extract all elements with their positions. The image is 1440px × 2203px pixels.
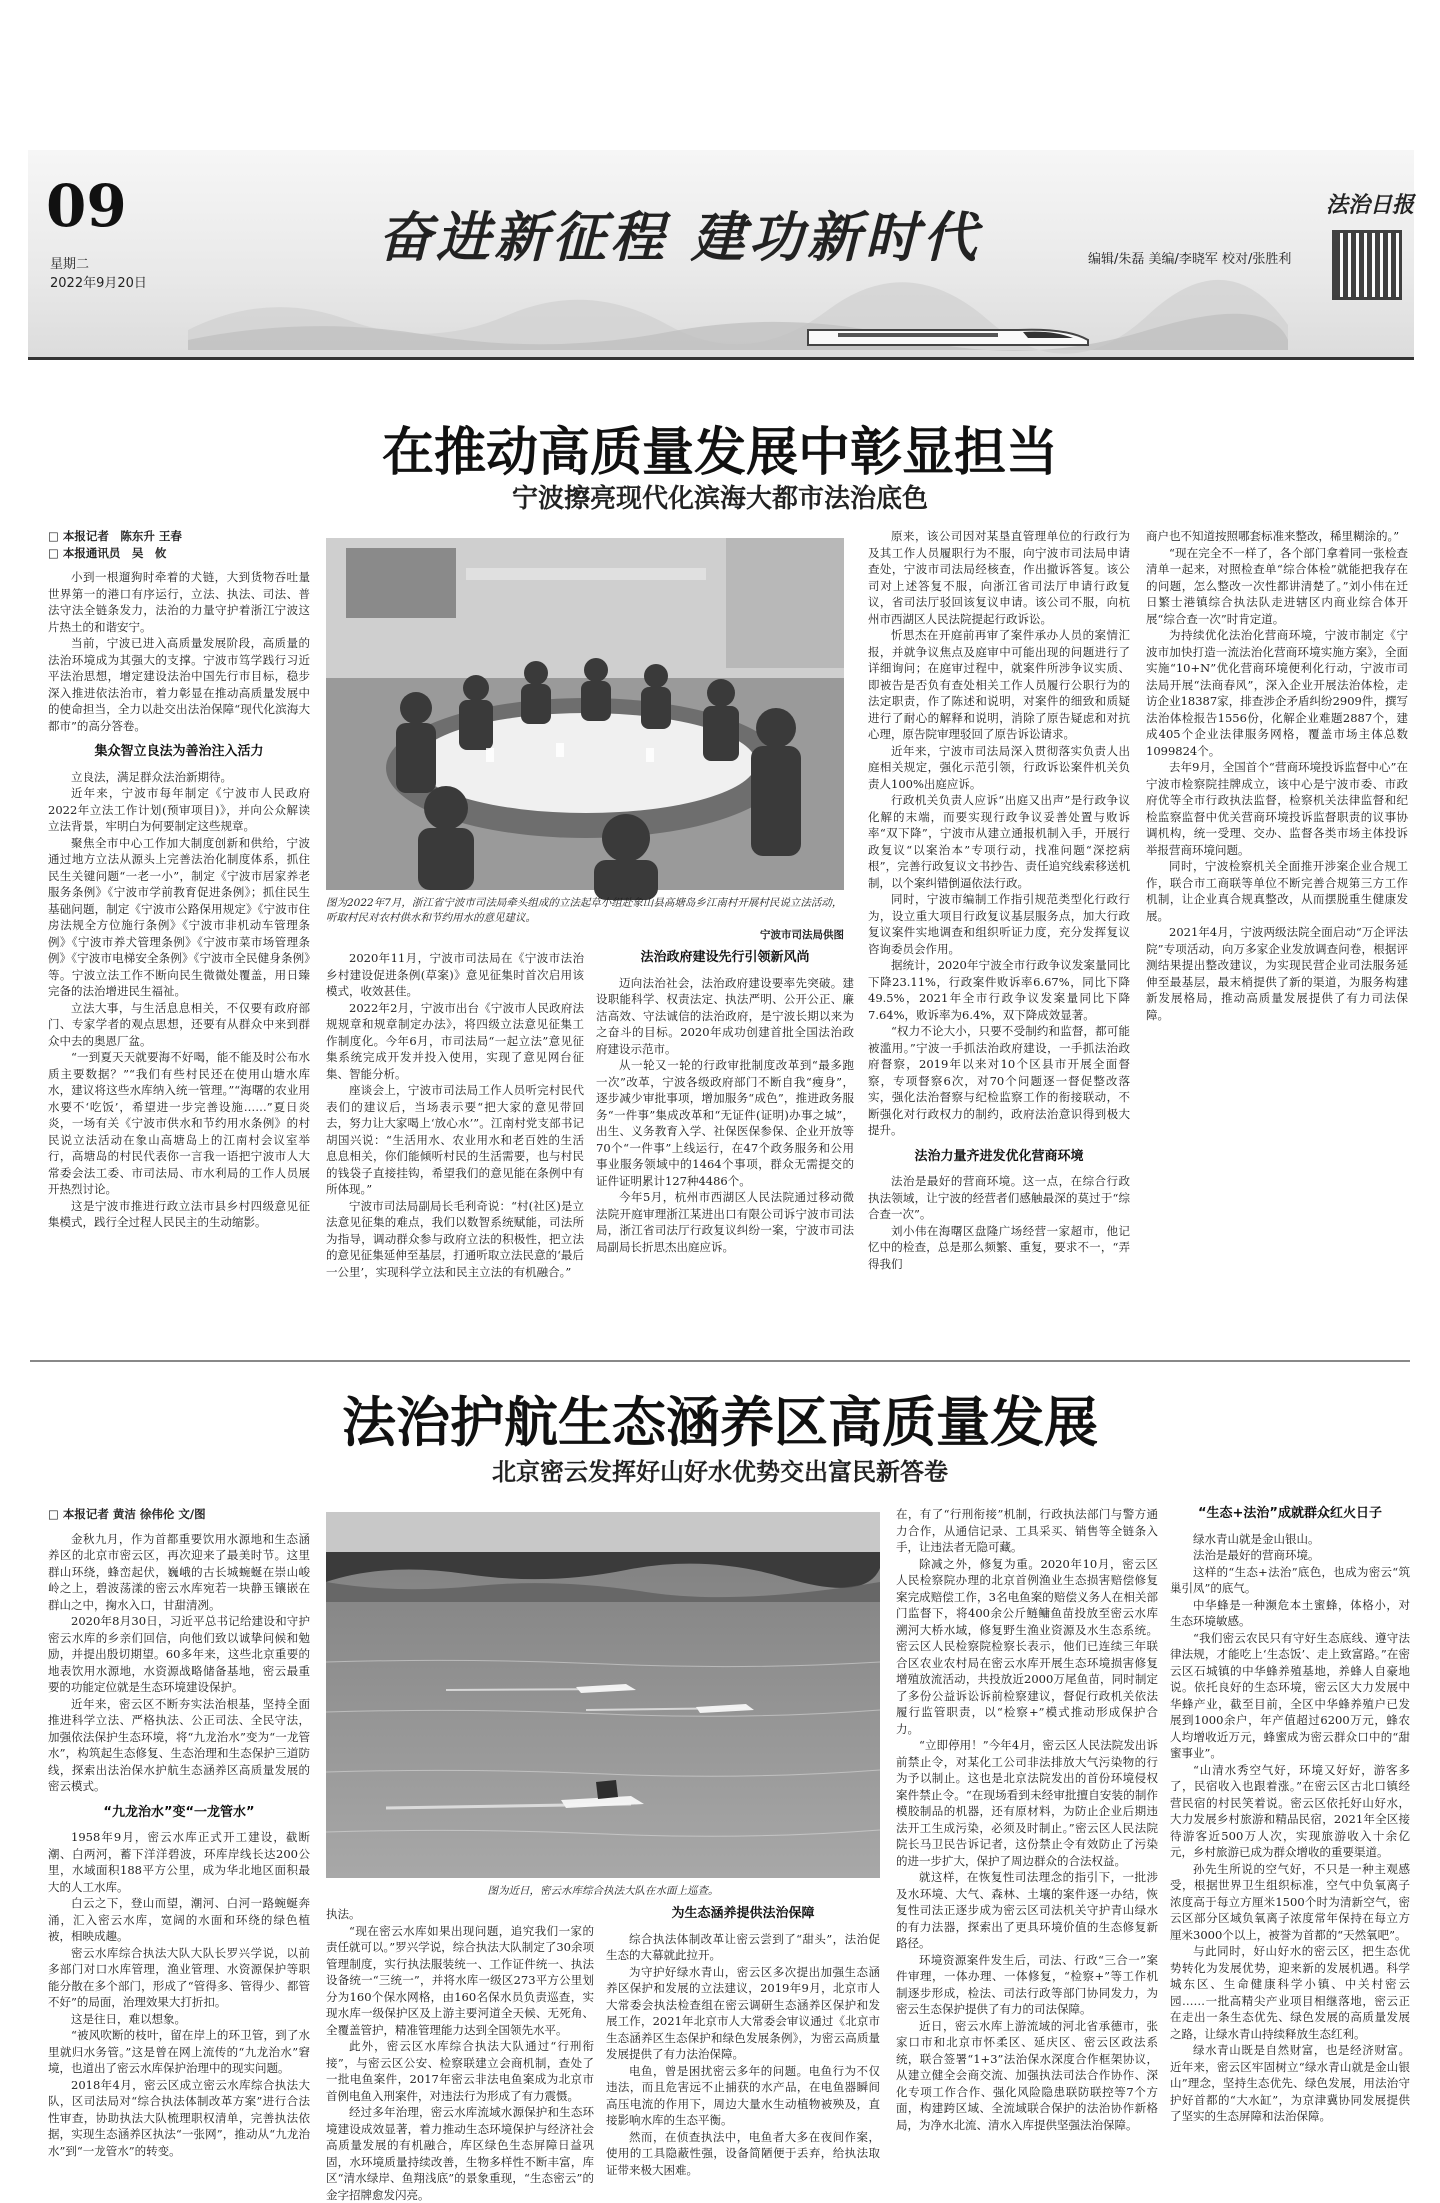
weekday: 星期二 [50, 257, 90, 272]
paragraph: 这样的“生态+法治”底色，也成为密云“筑巢引凤”的底气。 [1170, 1564, 1410, 1595]
paragraph: 去年9月，全国首个“营商环境投诉监督中心”在宁波市检察院挂牌成立，该中心是宁波市委、市政府优等全市行政执法监督，检察机关法律监督和纪检监察监督中优关营商环境投诉监督职责的议事协调机构，统一受理、交办、监督各类市场主体投诉举报营商环境问题。 [1146, 760, 1408, 857]
article1-subhead: 宁波擦亮现代化滨海大都市法治底色 [511, 484, 928, 514]
paragraph: “现在完全不一样了，各个部门拿着同一张检查清单一起来，对照检查单“综合体检”就能把我存在的问题，怎么整改一次性都讲清楚了。”刘小伟在迁日繁士港镇综合执法队走进辖区内商业综合体开展“综合查一次”时肯定道。 [1146, 545, 1408, 626]
paragraph: 座谈会上，宁波市司法局工作人员听完村民代表们的建议后，当场表示要“把大家的意见带回去，努力让大家喝上‘放心水’”。江南村党支部书记胡国兴说：“生活用水、农业用水和老百姓的生活息息相关，你们能倾听村民的生活需要，也与村民的钱袋子直接挂钩，希望我们的意见能在条例中有所体现。” [326, 1083, 584, 1196]
editor-credits: 编辑/朱磊 美编/李晓军 校对/张胜利 [1088, 252, 1292, 267]
section-heading: “九龙治水”变“一龙管水” [103, 1804, 255, 1820]
paragraph: 为守护好绿水青山，密云区多次提出加强生态涵养区保护和发展的立法建议，2019年9月，北京市人大常委会执法检查组在密云调研生态涵养区保护和发展工作，2021年北京市人大常委会审议通过《北京市生态涵养区生态保护和绿色发展条例》，为密云高质量发展提供了有力法治保障。 [606, 1964, 880, 2061]
photo-caption: 图为近日，密云水库综合执法大队在水面上巡查。 [487, 1885, 719, 1897]
paragraph: 环境资源案件发生后，司法、行政“三合一”案件审理，一体办理、一体修复，“检察+”等工作机制逐步形成，检法、司法行政等部门协同发力，为密云生态保护提供了有力的司法保障。 [896, 1952, 1158, 2016]
section-heading: 法治力量齐进发优化营商环境 [914, 1148, 1084, 1164]
newspaper-logo: 法治日报 [1326, 192, 1415, 218]
paragraph: “一到夏天天就要海不好喝，能不能及时公布水质主要数据？”“我们有些村民还在使用山塘水库水，建议将这些水库纳入统一管理。”“海曙的农业用水要不‘吃饭’，希望进一步完善设施……”夏日炎炎，一场有关《宁波市供水和节约用水条例》的村民说立法活动在象山高塘岛上的江南村会议室举行，高塘岛的村民代表你一言我一语把宁波市人大常委会法工委、市司法局、市水利局的工作人员展开热烈讨论。 [48, 1050, 310, 1196]
paragraph: 绿水青山就是金山银山。 [1193, 1531, 1320, 1546]
article1-column-1 [48, 528, 310, 1340]
paragraph: 法治是最好的营商环境。这一点，在综合行政执法领域，让宁波的经营者们感触最深的莫过于“综合查一次”。 [868, 1174, 1130, 1221]
paragraph: 同时，宁波检察机关全面推开涉案企业合规工作，联合市工商联等单位不断完善合规第三方工作机制，让企业真合规真整改，从而摆脱重生健康发展。 [1146, 859, 1408, 923]
paragraph: 近日，密云水库上游流域的河北省承德市，张家口市和北京市怀柔区、延庆区、密云区政法系统，联合签署“1+3”法治保水深度合作框架协议，从建立健全会商交流、加强执法司法合作协作、深化专项工作合作、强化风险隐患联防联控等7个方面，构建跨区域、全流域联合保护的法治协作新格局，为净水北流、清水入库提供坚强法治保障。 [896, 2018, 1158, 2132]
section-divider [30, 1360, 1410, 1362]
section-heading: 法治政府建设先行引领新风尚 [640, 950, 810, 965]
photo-caption: 图为2022年7月，浙江省宁波市司法局牵头组成的立法起草小组赴象山县高塘岛乡江南村开展村民说立法活动，听取村民对农村供水和节约用水的意见建议。 [326, 897, 843, 924]
paragraph: 1958年9月，密云水库正式开工建设，截断潮、白两河，蓄下洋洋碧波，环库岸线长达200公里，水域面积188平方公里，成为华北地区面积最大的人工水库。 [48, 1830, 310, 1894]
page-number: 09 [46, 172, 127, 240]
paragraph: “立即停用！”今年4月，密云区人民法院发出诉前禁止令，对某化工公司非法排放大气污染物的行为予以制止。这也是北京法院发出的首份环境侵权案件禁止令。“在现场看到未经审批擅自安装的制作模胶制品的机器，还有原材料，为防止企业后期违法开工生成污染，必须及时制止。”密云区人民法院院长马卫民告诉记者，这份禁止令有效防止了污染的进一步扩大，保护了周边群众的合法权益。 [896, 1738, 1158, 1868]
paragraph: “现在密云水库如果出现问题，追究我们一家的责任就可以。”罗兴学说，综合执法大队制定了30余项管理制度，实行执法服装统一、工作证件统一、执法设备统一“三统一”，并将水库一级区273平方公里划分为160个保水网格，由160名保水员负责巡查，实现水库一级保护区及上游主要河道全天候、无死角、全覆盖管护，精准管理能力达到全国领先水平。 [326, 1923, 594, 2037]
paragraph: 聚焦全市中心工作加大制度创新和供给，宁波通过地方立法从源头上完善法治化制度体系，抓住民生关键问题“一老一小”，制定《宁波市居家养老服务条例》《宁波市学前教育促进条例》；抓住民生基础问题，制定《宁波市公路保用规定》《宁波市住房法规全方位施行条例》《宁波市非机动车管理条例》《宁波市养犬管理条例》《宁波市菜市场管理条例》《宁波市电梯安全条例》《宁波市全民健身条例》等。宁波立法工作不断向民生微微处覆盖，用日臻完备的法治增进民生福祉。 [48, 835, 310, 998]
paragraph: 立良法，满足群众法治新期待。 [71, 769, 232, 784]
article1-column-5 [1146, 528, 1408, 1340]
paragraph: 迈向法治社会，法治政府建设要率先突破。建设职能科学、权责法定、执法严明、公开公正、廉洁高效、守法诚信的法治政府，是宁波长期以来为之奋斗的目标。2020年成功创建首批全国法治政府建设示范市。 [596, 975, 854, 1056]
byline-correspondent: □ 本报通讯员 吴 攸 [48, 545, 167, 560]
meeting-photo [326, 538, 844, 890]
paragraph: 经过多年治理，密云水库流域水源保护和生态环境建设成效显著，着力推动生态环境保护与经济社会高质量发展的有机融合，库区绿色生态屏障日益巩固，水环境质量持续改善，生物多样性不断丰富，库区“清水绿岸、鱼翔浅底”的景象重现，“生态密云”的金字招牌愈发闪亮。 [326, 2105, 594, 2202]
paragraph: “权力不论大小，只要不受制约和监督，都可能被滥用。”宁波一手抓法治政府建设，一手抓法治政府督察，2019年以来对10个区县市开展全面督察，专项督察6次，对70个问题逐一督促整改落实，强化法治督察与纪检监察工作的衔接联动，不断强化对行政权力的制约，政府法治意识得到极大提升。 [868, 1024, 1130, 1137]
paragraph: 2020年11月，宁波市司法局在《宁波市法治乡村建设促进条例(草案)》意见征集时首次启用该模式，收效甚佳。 [326, 951, 584, 998]
section-slogan: 奋进新征程 建功新时代 [378, 205, 981, 269]
photo-credit: 宁波市司法局供图 [760, 929, 844, 941]
paragraph: 此外，密云区水库综合执法大队通过“行刑衔接”，与密云区公安、检察联建立会商机制，查处了一批电鱼案件，2017年密云非法电鱼案成为北京市首例电鱼入刑案件，对违法行为形成了有力震慑。 [326, 2039, 594, 2103]
paragraph: 在，有了“行刑衔接”机制，行政执法部门与警方通力合作，从通信记录、工具采买、销售等全链条入手，让违法者无隐可藏。 [896, 1507, 1158, 1554]
paragraph: 商户也不知道按照哪套标准来整改，稀里糊涂的。” [1146, 529, 1400, 543]
qr-code-icon [1332, 230, 1402, 300]
byline: □ 本报记者 黄洁 徐伟伦 文/图 [48, 1507, 206, 1521]
section-heading: 集众智立良法为善治注入活力 [94, 744, 264, 759]
paragraph: 金秋九月，作为首都重要饮用水源地和生态涵养区的北京市密云区，再次迎来了最美时节。这里群山环绕，蜂峦起伏，巍峨的古长城蜿蜒在崇山峻岭之上，碧波荡漾的密云水库宛若一块静玉镶嵌在群山之中，掬水入口，甘甜清冽。 [48, 1531, 310, 1612]
paragraph: 2022年2月，宁波市出台《宁波市人民政府法规规章和规章制定办法》，将四级立法意见征集工作制度化。今年6月，市司法局“一起立法”意见征集系统完成开发并投入使用，实现了意见网台征集、智能分析。 [326, 1000, 584, 1081]
paragraph: 刘小伟在海曙区盘隆广场经营一家超市，他记忆中的检查，总是那么频繁、重复，要求不一，“弄得我们 [868, 1223, 1130, 1271]
paragraph: 孙先生所说的空气好，不只是一种主观感受，根据世界卫生组织标准，空气中负氧离子浓度高于每立方厘米1500个时为清新空气，密云区部分区域负氧离子浓度常年保持在每立方厘米3000个以上，被誉为首都的“天然氧吧”。 [1170, 1861, 1410, 1942]
paragraph: 这是往日，难以想象。 [71, 2011, 186, 2026]
paragraph: 与此同时，好山好水的密云区，把生态优势转化为发展优势，迎来新的发展机遇。科学城东区、生命健康科学小镇、中关村密云园……一批高精尖产业项目相继落地，密云正在走出一条生态优先、绿色发展的高质量发展之路，让绿水青山持续释放生态红利。 [1170, 1944, 1410, 2041]
paragraph: 行政机关负责人应诉“出庭又出声”是行政争议化解的末端，而要实现行政争议妥善处置与败诉率“双下降”，宁波市从建立通报机制入手，开展行政复议“以案治本”专项行动，找准问题“深挖病根”，完善行政复议文书抄告、责任追究线索移送机制，以个案纠错倒逼依法行政。 [868, 793, 1130, 890]
paragraph: 2021年4月，宁波两级法院全面启动“万企评法院”专项活动，向万多家企业发放调查问卷，根据评测结果提出整改建议，为实现民营企业司法服务延伸至最基层，最末梢提供了新的渠道，为服务构建新发展格局，推动高质量发展提供了有力司法保障。 [1146, 925, 1408, 1022]
paragraph: 除减之外，修复为重。2020年10月，密云区人民检察院办理的北京首例渔业生态损害赔偿修复案完成赔偿工作，3名电鱼案的赔偿义务人在相关部门监督下，将400余公斤鲢鳙鱼苗投放至密云水库溯河大桥水域，修复野生渔业资源及水生态系统。密云区人民检察院检察长表示，他们已连续三年联合区农业农村局在密云水库开展生态环境损害修复增殖放流活动，共投放近2000万尾鱼苗，同时制定了多份公益诉讼诉前检察建议，督促行政机关依法履行监管职责，以“检察+”模式推动形成保护合力。 [896, 1556, 1158, 1736]
paragraph: 2020年8月30日，习近平总书记给建设和守护密云水库的乡亲们回信，向他们致以诚挚问候和勉励，并提出殷切期望。60多年来，这些北京重要的地表饮用水源地，水资源战略储备基地，密云最重要的功能定位就是生态环境建设保护。 [48, 1614, 310, 1694]
article2-column-2 [326, 1906, 594, 2202]
train-icon [798, 290, 1098, 350]
paragraph: 忻思杰在开庭前再审了案件承办人员的案情汇报，并就争议焦点及庭审中可能出现的问题进行了详细询问；在庭审过程中，就案件所涉争议实质、即被告是否负有查处相关工作人员履行公职行为的法定职责，作了陈述和说明，对案件的细致和质疑进行了耐心的解释和说明，消除了原告疑虑和对抗心理，原告院审理驳回了原告诉讼请求。 [868, 628, 1130, 741]
article1-headline: 在推动高质量发展中彰显担当 [381, 423, 1058, 483]
paragraph: 当前，宁波已进入高质量发展阶段，高质量的法治环境成为其强大的支撑。宁波市笃学践行习近平法治思想，增定建设法治中国先行市目标，稳步深入推进依法治市，着力彰显在推动高质量发展中的使命担当，全力以赴交出法治保障“现代化滨海大都市”的高分答卷。 [48, 636, 310, 733]
cloud-decoration [188, 260, 1288, 350]
masthead [28, 150, 1414, 360]
paragraph: 执法。 [326, 1907, 361, 1921]
paragraph: 这是宁波市推进行政立法市县乡村四级意见征集模式，践行全过程人民民主的生动缩影。 [48, 1198, 310, 1229]
paragraph: 近年来，密云区不断夯实法治根基，坚持全面推进科学立法、严格执法、公正司法、全民守法，加强依法保护生态环境，将“九龙治水”变为“一龙管水”，构筑起生态修复、生态治理和生态保护三道防线，探索出法治保水护航生态涵养区高质量发展的密云模式。 [48, 1696, 310, 1793]
paragraph: “山清水秀空气好，环境又好好，游客多了，民宿收入也跟着涨。”在密云区古北口镇经营民宿的村民笑着说。密云区依托好山好水，大力发展乡村旅游和精品民宿，2021年全区接待游客近500万人次，实现旅游收入十余亿元，乡村旅游已成为群众增收的重要渠道。 [1170, 1762, 1410, 1859]
byline-reporters: □ 本报记者 陈东升 王春 [48, 529, 182, 543]
paragraph: 为持续优化法治化营商环境，宁波市制定《宁波市加快打造一流法治化营商环境实施方案》，全面实施“10+N”优化营商环境便利化行动，宁波市司法局开展“法商春风”，深入企业开展法治体检，走访企业18387家，排查涉企矛盾纠纷2909件，撰写法治体检报告1556份，化解企业难题2887个，建成405个企业法律服务网格，覆盖市场主体总数1099824个。 [1146, 628, 1408, 758]
paragraph: 绿水青山既是自然财富，也是经济财富。近年来，密云区牢固树立“绿水青山就是金山银山”理念，坚持生态优先、绿色发展，用法治守护好首都的“大水缸”，为京津冀协同发展提供了坚实的生态屏障和法治保障。 [1170, 2043, 1410, 2123]
paragraph: 同时，宁波市编制工作指引规范类型化行政行为，设立重大项目行政复议基层服务点，加大行政复议案件实地调查和组织听证力度，充分发挥复议咨询委员会作用。 [868, 892, 1130, 956]
paragraph: 据统计，2020年宁波全市行政争议发案量同比下降23.11%，行政案件败诉率6.67%，同比下降49.5%，2021年全市行政争议发案量同比下降7.64%，败诉率为6.4%，双下降成效显著。 [868, 958, 1130, 1022]
paragraph: “被风吹断的枝叶，留在岸上的环卫管，到了水里就归水务管。”这是曾在网上流传的“九龙治水”窘境，也道出了密云水库保护治理中的现实问题。 [48, 2028, 310, 2075]
paragraph: 宁波市司法局副局长毛利奇说：“村(社区)是立法意见征集的难点，我们以数智系统赋能，司法所为指导，调动群众参与政府立法的积极性，把立法的意见征集延伸至基层，打通听取立法民意的‘最后一公里’，实现科学立法和民主立法的有机融合。” [326, 1198, 584, 1279]
paragraph: 近年来，宁波市每年制定《宁波市人民政府2022年立法工作计划(预审项目)》，并向公众解读立法背景，牢明白为何要制定这些规章。 [48, 786, 310, 833]
issue-date: 2022年9月20日 [50, 276, 147, 291]
paragraph: 综合执法体制改革让密云尝到了“甜头”，法治促生态的大幕就此拉开。 [606, 1931, 880, 1962]
article2-column-3 [606, 1906, 880, 2176]
paragraph: 从一轮又一轮的行政审批制度改革到“最多跑一次”改革，宁波各级政府部门不断自我“瘦身”，逐步减少审批事项，增加服务“成色”，推进政务服务“一件事”集成改革和“无证件(证明)办事之城”，出生、义务教育入学、社保医保参保、企业开放等70个“一件事”上线运行，在47个政务服务和公用事业服务领域中的1464个事项，群众无需提交的证件证明累计127种4486个。 [596, 1058, 854, 1188]
paragraph: 近年来，宁波市司法局深入贯彻落实负责人出庭相关规定，强化示范引领，行政诉讼案件机关负责人100%出庭应诉。 [868, 743, 1130, 791]
paragraph: “我们密云农民只有守好生态底线、遵守法律法规，才能吃上‘生态饭’、走上致富路。”在密云区石城镇的中华蜂养殖基地，养蜂人自豪地说。依托良好的生态环境，密云区大力发展中华蜂产业，截至目前，全区中华蜂养殖户已发展到1000余户，年产值超过6200万元，蜂农人均增收近万元，蜂蜜成为密云群众口中的“甜蜜事业”。 [1170, 1630, 1410, 1760]
paragraph: 小到一根遛狗时牵着的犬链，大到货物吞吐量世界第一的港口有序运行，立法、执法、司法、普法守法全链条发力，法治的力量守护着浙江宁波这片热土的和谐安宁。 [48, 570, 310, 634]
paragraph: 2018年4月，密云区成立密云水库综合执法大队，区司法局对“综合执法体制改革方案”进行合法性审查，协助执法大队梳理职权清单，完善执法依据，实现生态涵养区执法“一张网”，推动从“九龙治水”到“一龙管水”的转变。 [48, 2077, 310, 2158]
article2-column-1 [48, 1506, 310, 2176]
article1-column-4 [868, 528, 1130, 1340]
paragraph: 今年5月，杭州市西湖区人民法院通过移动微法院开庭审理浙江某进出口有限公司诉宁波市司法局，浙江省司法厅行政复议纠纷一案，宁波市司法局副局长折思杰出庭应诉。 [596, 1190, 854, 1254]
paragraph: 就这样，在恢复性司法理念的指引下，一批涉及水环境、大气、森林、土壤的案件逐一办结，恢复性司法正逐步成为密云区司法机关守护青山绿水的有力法器，探索出了更具环境价值的生态修复新路径。 [896, 1870, 1158, 1950]
article2-column-4 [896, 1506, 1158, 2176]
paragraph: 密云水库综合执法大队大队长罗兴学说，以前多部门对口水库管理，渔业管理、水资源保护等职能分散在多个部门，形成了“管得多、管得少、都管不好”的局面，治理效果大打折扣。 [48, 1945, 310, 2009]
paragraph: 白云之下，登山而望，潮河、白河一路蜿蜒奔涌，汇入密云水库，宽阔的水面和环绕的绿色植被，相映成趣。 [48, 1896, 310, 1943]
article2-column-5 [1170, 1506, 1410, 2176]
article1-column-2 [326, 950, 584, 1340]
paragraph: 电鱼，曾是困扰密云多年的问题。电鱼行为不仅违法，而且危害远不止捕获的水产品，在电鱼器瞬间高压电流的作用下，周边大量水生动植物被殃及，直接影响水库的生态平衡。 [606, 2063, 880, 2127]
paragraph: 原来，该公司因对某垦直管理单位的行政行为及其工作人员履职行为不服，向宁波市司法局申请查处，宁波市司法局经核查，作出撤诉答复。该公司对上述答复不服，向浙江省司法厅申请行政复议，省司法厅驳回该复议申请。该公司不服，向杭州市西湖区人民法院提起行政诉讼。 [868, 529, 1130, 626]
section-heading: “生态+法治”成就群众红火日子 [1198, 1506, 1382, 1521]
article1-column-3 [596, 950, 854, 1340]
reservoir-patrol-photo [326, 1512, 880, 1878]
paragraph: 立法大事，与生活息息相关，不仅要有政府部门、专家学者的观点思想，还要有从群众中来到群众中去的奥恩厂盆。 [48, 1000, 310, 1048]
paragraph: 法治是最好的营商环境。 [1193, 1548, 1320, 1562]
article2-subhead: 北京密云发挥好山好水优势交出富民新答卷 [492, 1458, 948, 1486]
paragraph: 然而，在侦查执法中，电鱼者大多在夜间作案，使用的工具隐蔽性强，设备简陋便于丢弃，给执法取证带来极大困难。 [606, 2129, 880, 2177]
section-heading: 为生态涵养提供法治保障 [671, 1906, 815, 1921]
article2-headline: 法治护航生态涵养区高质量发展 [342, 1391, 1098, 1454]
paragraph: 中华蜂是一种濒危本土蜜蜂，体格小，对生态环境敏感。 [1170, 1597, 1410, 1628]
